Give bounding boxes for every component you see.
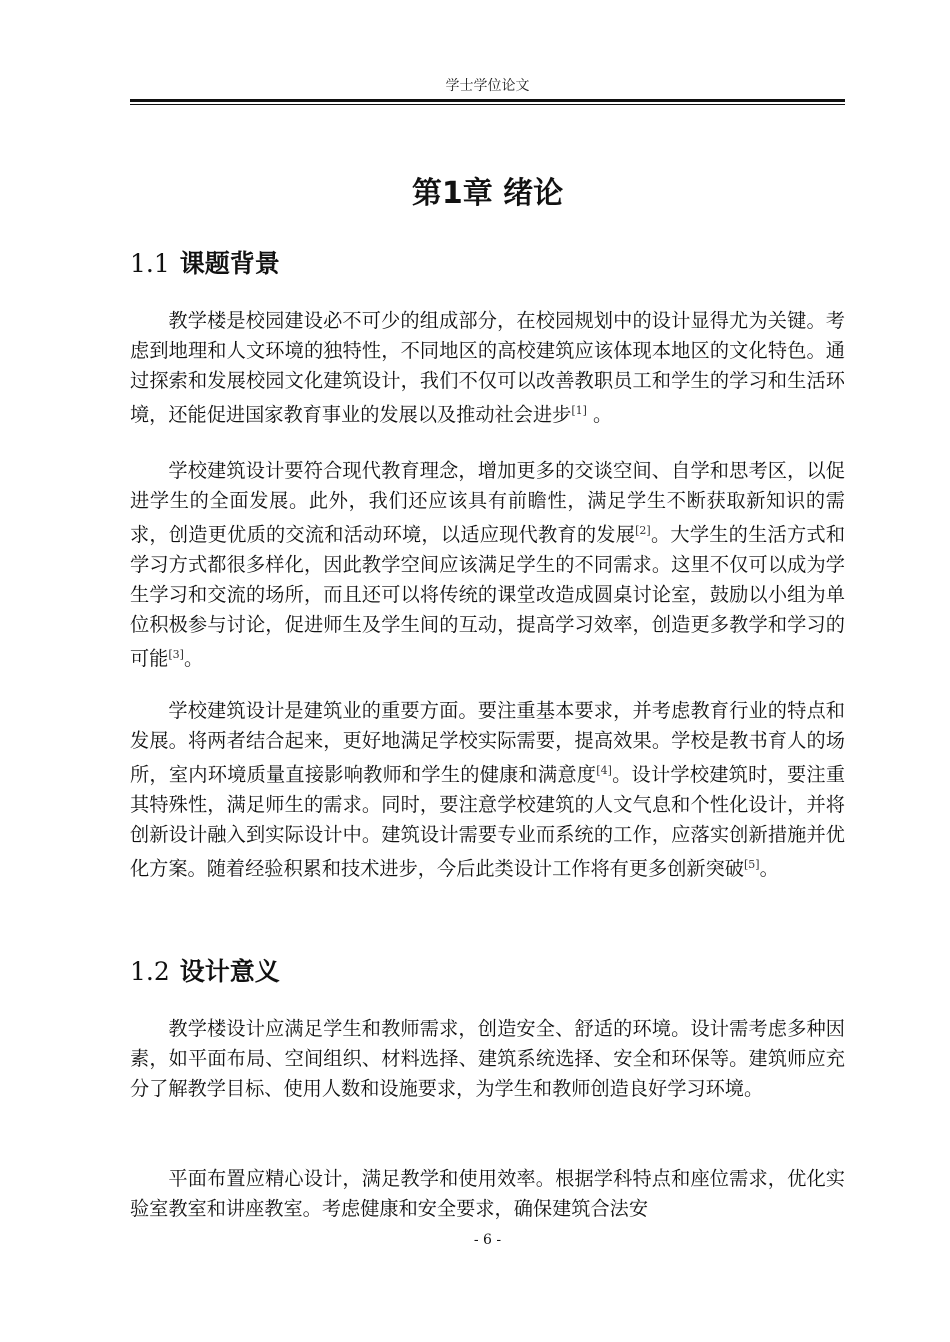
paragraph: [130, 696, 845, 884]
citation-marker: [4]: [596, 764, 612, 777]
citation-marker: [3]: [168, 648, 184, 661]
paragraph-text: 学校建筑设计是建筑业的重要方面。要注重基本要求，并考虑教育行业的特点和发展。将两者结合起来，更好地满足学校实际需要，提高效果。学校是教书育人的场所，室内环境质量直接影响教师和学生的健康和满意度: [130, 699, 845, 786]
paragraph-text: 学校建筑设计要符合现代教育理念，增加更多的交谈空间、自学和思考区，以促进学生的全面发展。此外，我们还应该具有前瞻性，满足学生不断获取新知识的需求，创造更优质的交流和活动环境，以适应现代教育的发展: [130, 459, 845, 546]
paragraph-text: 。: [759, 857, 779, 880]
section-title: 设计意义: [179, 957, 280, 986]
citation-marker: [1]: [571, 404, 587, 417]
paragraph: [130, 1164, 845, 1224]
citation-marker: [5]: [744, 858, 760, 871]
paragraph: [130, 1014, 845, 1104]
section-number: 1.1: [130, 249, 170, 278]
paragraph-text: 。大学生的生活方式和学习方式都很多样化，因此教学空间应该满足学生的不同需求。这里不仅可以成为学生学习和交流的场所，而且还可以将传统的课堂改造成圆桌讨论室，鼓励以小组为单位积极参与讨论，促进师生及学生间的互动，提高学习效率，创造更多教学和学习的可能: [130, 523, 846, 670]
section-heading-1-1: [130, 246, 280, 282]
paragraph-text: 。设计学校建筑时，要注重其特殊性，满足师生的需求。同时，要注意学校建筑的人文气息和个性化设计，并将创新设计融入到实际设计中。建筑设计需要专业而系统的工作，应落实创新措施并优化方案。随着经验积累和技术进步，今后此类设计工作将有更多创新突破: [130, 763, 846, 880]
paragraph-text: 。: [586, 403, 613, 426]
paragraph-text: 。: [183, 647, 204, 670]
paragraph: [130, 456, 845, 674]
chapter-title: 第1章 绪论: [411, 176, 564, 212]
paragraph: [130, 306, 845, 430]
page-number: - 6 -: [473, 1232, 502, 1248]
section-number: 1.2: [130, 957, 170, 986]
paragraph-text: 平面布置应精心设计，满足教学和使用效率。根据学科特点和座位需求，优化实验室教室和讲座教室。考虑健康和安全要求，确保建筑合法安: [130, 1167, 845, 1220]
header-rule-thick: [130, 99, 845, 102]
header-rule-thin: [130, 104, 845, 105]
paragraph-text: 教学楼设计应满足学生和教师需求，创造安全、舒适的环境。设计需考虑多种因素，如平面布局、空间组织、材料选择、建筑系统选择、安全和环保等。建筑师应充分了解教学目标、使用人数和设施要求，为学生和教师创造良好学习环境。: [130, 1017, 845, 1100]
section-heading-1-2: [130, 954, 280, 990]
citation-marker: [2]: [635, 524, 651, 537]
paragraph-text: 教学楼是校园建设必不可少的组成部分，在校园规划中的设计显得尤为关键。考虑到地理和人文环境的独特性，不同地区的高校建筑应该体现本地区的文化特色。通过探索和发展校园文化建筑设计，我们不仅可以改善教职员工和学生的学习和生活环境，还能促进国家教育事业的发展以及推动社会进步: [130, 309, 845, 426]
section-title: 课题背景: [179, 249, 280, 278]
running-header: 学士学位论文: [445, 78, 530, 94]
